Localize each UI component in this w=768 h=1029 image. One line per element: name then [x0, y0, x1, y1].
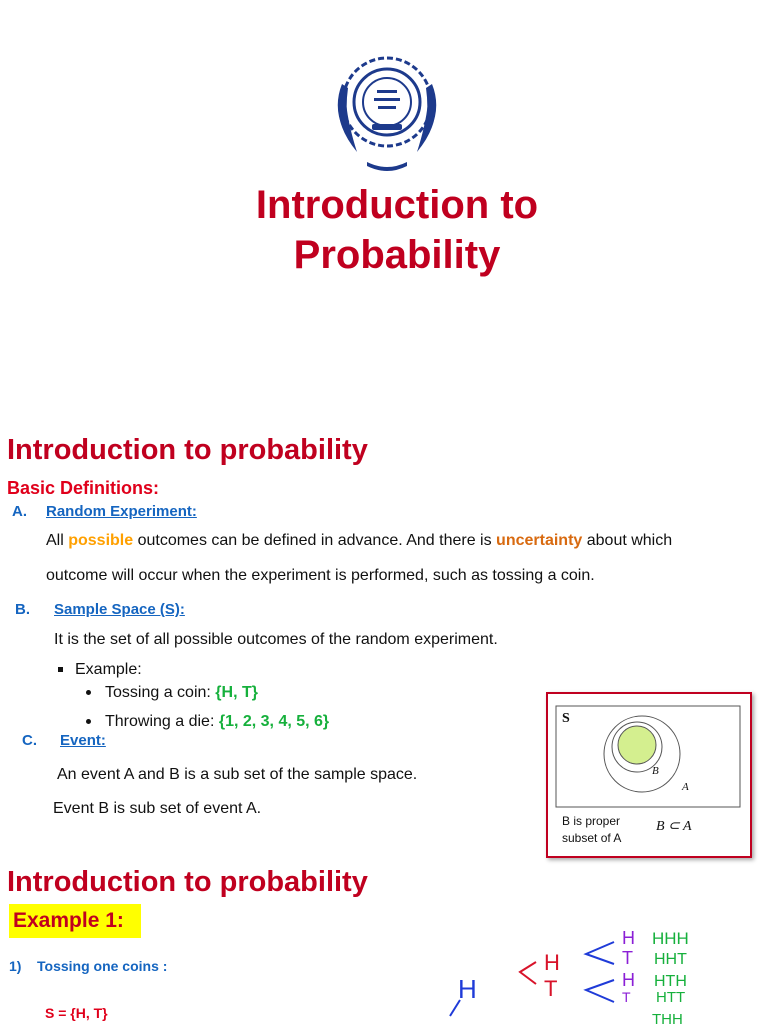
example1-highlight: Example 1: [9, 904, 141, 938]
random-experiment-line2: outcome will occur when the experiment is performed, such as tossing a coin. [46, 567, 595, 584]
die-set: {1, 2, 3, 4, 5, 6} [218, 713, 330, 730]
round-bullet-icon [86, 690, 91, 695]
event-line2: Event B is sub set of event A. [53, 800, 262, 817]
outcome-thh: THH [652, 1011, 683, 1024]
venn-b-label: B [652, 765, 659, 777]
venn-inner-circle [618, 726, 656, 764]
outcome-htt: HTT [656, 989, 686, 1006]
venn-diagram [546, 692, 752, 858]
die-example [86, 713, 329, 731]
square-bullet-icon [58, 667, 63, 672]
sample-space-result: S = {H, T} [45, 1005, 108, 1021]
section2-heading: Introduction to probability [7, 866, 368, 898]
event-link[interactable]: Event: [60, 732, 106, 749]
line1-part3: about which [582, 532, 673, 549]
outcome-hht: HHT [654, 951, 687, 968]
sample-space-definition: It is the set of all possible outcomes of the random experiment. [54, 631, 498, 648]
venn-svg [548, 694, 750, 856]
round-bullet-icon [86, 719, 91, 724]
tree-level2-t2: T [622, 989, 631, 1005]
line1-part1: All [46, 532, 69, 549]
coin-set: {H, T} [215, 684, 258, 701]
tree-level2-t1: T [622, 948, 633, 968]
tree-level2-h2: H [622, 970, 635, 990]
tree-level2-h1: H [622, 928, 635, 948]
tree-level1-t: T [544, 976, 558, 1001]
item-a-letter: A. [12, 503, 27, 520]
probability-tree [444, 920, 744, 1024]
die-example-text: Throwing a die: [105, 713, 219, 730]
example-bullet [58, 661, 142, 679]
item-b-letter: B. [15, 601, 30, 618]
outcome-hhh: HHH [652, 929, 689, 948]
venn-s-label: S [562, 711, 570, 726]
outcome-hth: HTH [654, 973, 687, 990]
venn-caption-line1: B is proper [562, 814, 621, 828]
word-possible: possible [68, 532, 134, 549]
cover-title-line1: Introduction to [255, 183, 539, 227]
coin-example [86, 684, 258, 702]
section1-heading: Introduction to probability [7, 434, 368, 466]
venn-a-label: A [682, 781, 689, 793]
sample-space-link[interactable]: Sample Space (S): [54, 601, 185, 618]
university-logo [322, 44, 452, 176]
basic-definitions-heading: Basic Definitions: [7, 478, 160, 498]
venn-caption-line2: subset of A [562, 831, 622, 845]
line1-part2: outcomes can be defined in advance. And there is [133, 532, 497, 549]
venn-relation: B ⊂ A [656, 819, 692, 834]
example-label: Example: [75, 661, 142, 678]
random-experiment-link[interactable]: Random Experiment: [46, 503, 197, 520]
item-c-letter: C. [22, 732, 37, 749]
cover-title-line2: Probability [293, 233, 501, 277]
tree-level1-h: H [544, 950, 560, 975]
coin-example-text: Tossing a coin: [105, 684, 216, 701]
item1-label: 1) Tossing one coins : [9, 958, 168, 974]
tree-root: H [458, 974, 477, 1004]
word-uncertainty: uncertainty [496, 532, 583, 549]
cover-title [0, 180, 768, 280]
random-experiment-line1 [46, 532, 672, 550]
event-line1: An event A and B is a sub set of the sample space. [57, 766, 418, 783]
